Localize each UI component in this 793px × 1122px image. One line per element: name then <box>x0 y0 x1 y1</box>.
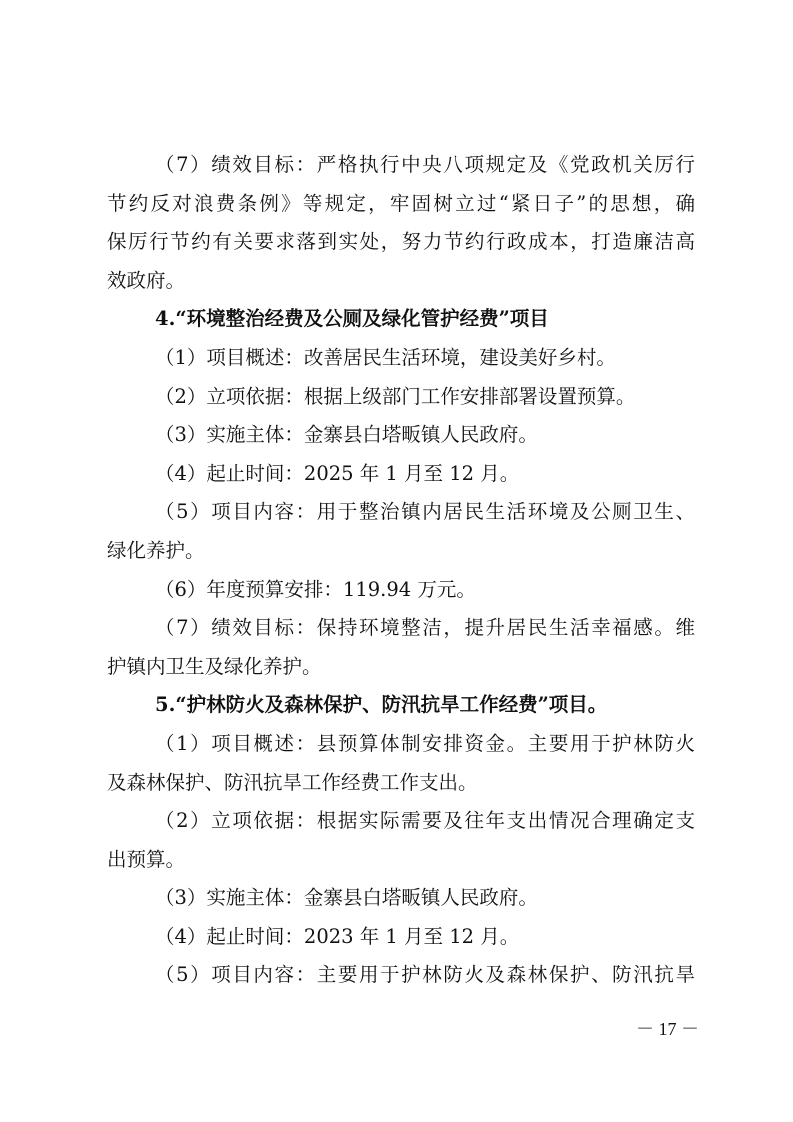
item-project-overview: （1）项目概述：改善居民生活环境，建设美好乡村。 <box>155 345 616 369</box>
text-line: 保厉行节约有关要求落到实处，努力节约行政成本，打造廉洁高 <box>107 230 695 254</box>
text-line: （7）绩效目标：严格执行中央八项规定及《党政机关厉行 <box>155 153 695 176</box>
document-body <box>107 146 695 995</box>
text-line: 节约反对浪费条例》等规定，牢固树立过“紧日子”的思想，确 <box>107 191 695 215</box>
text-line: （2）立项依据：根据实际需要及往年支出情况合理确定支 <box>155 809 695 833</box>
item-time-period: （4）起止时间：2023 年 1 月至 12 月。 <box>155 924 520 948</box>
item-time-period: （4）起止时间：2025 年 1 月至 12 月。 <box>155 461 520 485</box>
text-line: （7）绩效目标：保持环境整洁，提升居民生活幸福感。维 <box>155 616 695 640</box>
item-annual-budget: （6）年度预算安排：119.94 万元。 <box>155 577 476 601</box>
item-project-basis <box>107 802 695 879</box>
text-line: （5）项目内容：用于整治镇内居民生活环境及公厕卫生、 <box>155 500 695 524</box>
item-project-overview <box>107 725 695 802</box>
item-performance-goal <box>107 609 695 686</box>
item-implementing-body: （3）实施主体：金寨县白塔畈镇人民政府。 <box>155 423 538 447</box>
text-line: 及森林保护、防汛抗旱工作经费工作支出。 <box>107 770 478 794</box>
text-line: 绿化养护。 <box>107 538 205 562</box>
section-heading-4: 4.“环境整治经费及公厕及绿化管护经费”项目 <box>155 307 549 331</box>
section-heading-5: 5.“护林防火及森林保护、防汛抗旱工作经费”项目。 <box>155 693 608 717</box>
text-line: 出预算。 <box>107 847 186 871</box>
item-project-content: （5）项目内容：主要用于护林防火及森林保护、防汛抗旱 <box>155 963 695 987</box>
text-line: 护镇内卫生及绿化养护。 <box>107 654 322 678</box>
item-implementing-body: （3）实施主体：金寨县白塔畈镇人民政府。 <box>155 886 538 910</box>
paragraph-performance-goal <box>107 146 695 300</box>
item-project-basis: （2）立项依据：根据上级部门工作安排部署设置预算。 <box>155 384 636 408</box>
text-line: （1）项目概述：县预算体制安排资金。主要用于护林防火 <box>155 731 695 755</box>
item-project-content <box>107 493 695 570</box>
page-number: － 17 － <box>636 1019 699 1039</box>
text-line: 效政府。 <box>107 268 186 292</box>
